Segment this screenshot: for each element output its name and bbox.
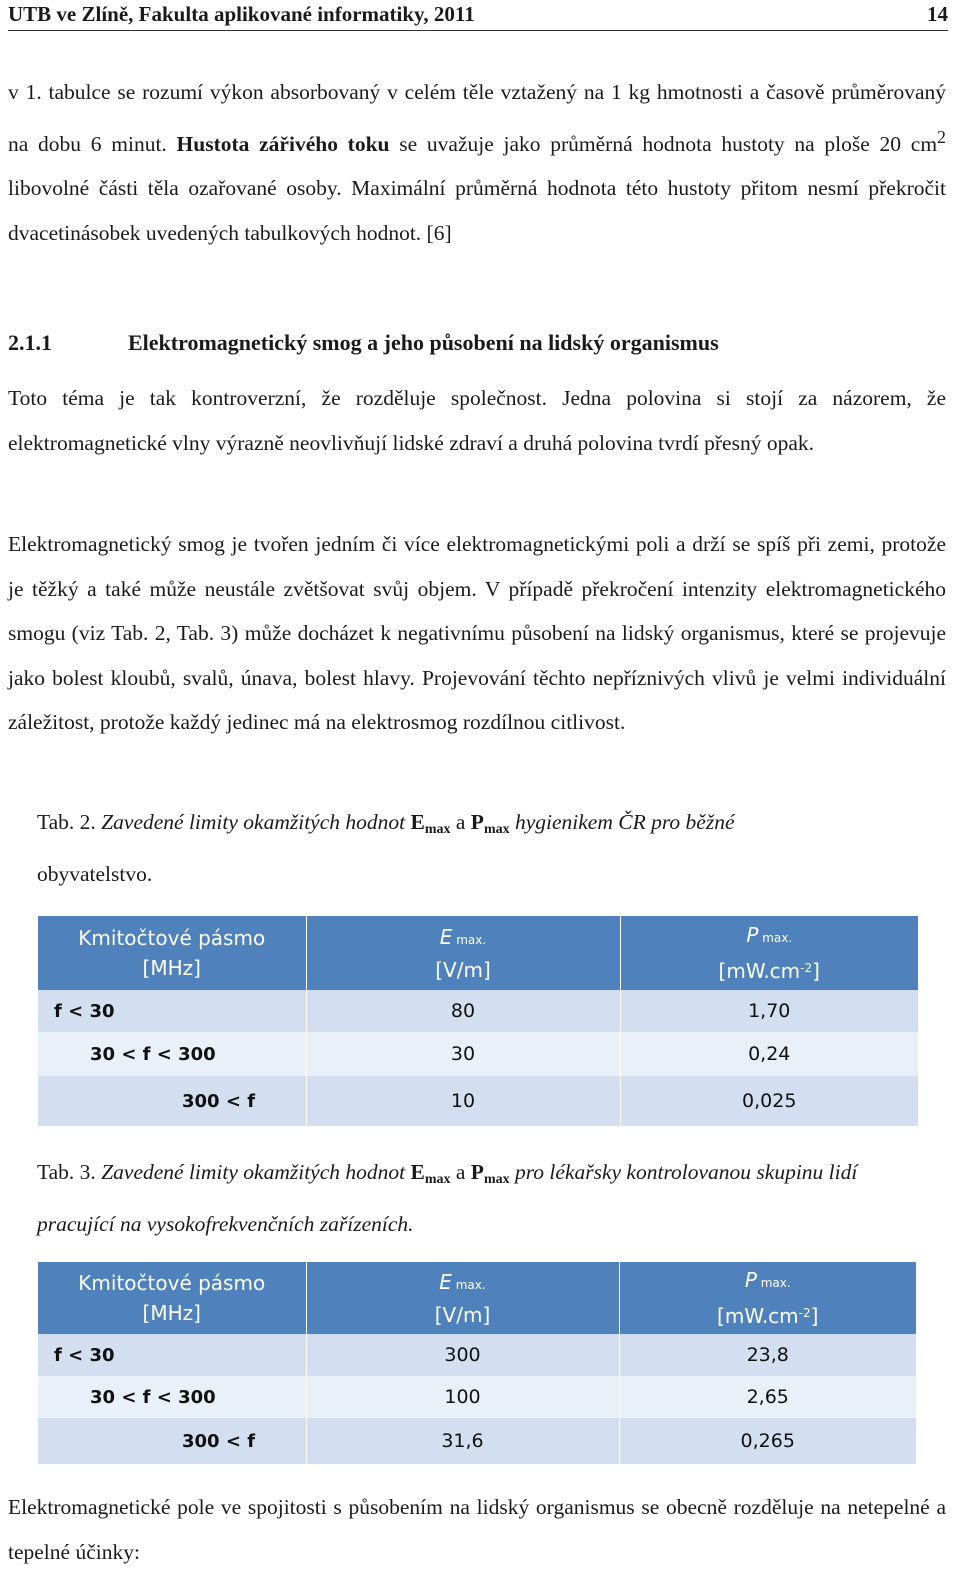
frequency-cell: 30 < f < 300 [38,1376,306,1418]
table2-caption [37,800,917,896]
caption-sub: max [483,822,510,837]
section-number: 2.1.1 [8,330,52,355]
frequency-cell: 300 < f [38,1418,306,1464]
header-pmax: P max. $[mW.cm^{-2}]$ [620,916,918,990]
caption-symbol-e: E [410,1160,425,1184]
caption-sub: max [424,1172,451,1187]
emax-cell: 30 [306,1032,620,1076]
header-frequency: Kmitočtové pásmo [MHz] [38,1262,306,1334]
table2 [38,916,918,1126]
header-title: UTB ve Zlíně, Fakulta aplikované informatiky, 2011 [8,2,475,26]
table-header-row [38,1262,916,1334]
caption-text: pro lékařsky kontrolovanou skupinu lidí pracující na vysokofrekvenčních zařízeních. [37,1160,858,1236]
frequency-cell: f < 30 [38,990,306,1032]
caption-text: a [450,810,471,834]
pmax-cell: 0,025 [620,1076,918,1126]
caption-label: Tab. 2. [37,810,102,834]
caption-symbol-e: E [410,810,425,834]
page-header [8,0,948,31]
page-number: 14 [927,2,948,26]
section-heading [8,325,946,361]
frequency-cell: f < 30 [38,1334,306,1376]
frequency-cell: 30 < f < 300 [38,1032,306,1076]
caption-sub: max [483,1172,510,1187]
header-emax: E max. [V/m] [306,1262,619,1334]
header-frequency: Kmitočtové pásmo [MHz] [38,916,306,990]
pmax-cell: 23,8 [619,1334,916,1376]
caption-label: Tab. 3. [37,1160,102,1184]
emax-cell: 100 [306,1376,619,1418]
table3-caption [37,1150,917,1246]
table-row [38,1076,918,1126]
header-emax: E max. [V/m] [306,916,620,990]
superscript: 2 [937,126,946,147]
paragraph-smog: Elektromagnetický smog je tvořen jedním či více elektromagnetickými poli a drží se spíš při zemi, protože je těžký a také může neustále zvětšovat svůj objem. V případě překročení intenzity elektromagnetického smogu (viz Tab. 2, Tab. 3) může docházet k negativnímu působení na lidský organismus, které se projevuje jako bolest kloubů, svalů, únava, bolest hlavy. Projevování těchto nepříznivých vlivů je velmi individuální záležitost, protože každý jedinec má na elektrosmog rozdílnou citlivost. [8,532,946,734]
caption-symbol-p: P [470,810,484,834]
emax-cell: 300 [306,1334,619,1376]
caption-text: hygienikem ČR pro běžné [509,810,735,834]
caption-text: obyvatelstvo. [37,862,153,886]
pmax-cell: 0,24 [620,1032,918,1076]
emax-cell: 80 [306,990,620,1032]
paragraph-effects: Elektromagnetické pole ve spojitosti s působením na lidský organismus se obecně rozděluje na netepelné a tepelné účinky: [8,1495,946,1564]
table3 [38,1262,916,1464]
pmax-cell: 1,70 [620,990,918,1032]
table-row [38,1032,918,1076]
caption-sub: max [424,822,451,837]
pmax-cell: 0,265 [619,1418,916,1464]
paragraph-text: v 1. tabulce se rozumí výkon absorbovaný v celém těle vztažený na 1 kg hmotnosti a časově průměrovaný na dobu 6 minut. [8,80,946,156]
emax-cell: 10 [306,1076,620,1126]
paragraph-controversy: Toto téma je tak kontroverzní, že rozděluje společnost. Jedna polovina si stojí za názorem, že elektromagnetické vlny výrazně neovlivňují lidské zdraví a druhá polovina tvrdí přesný opak. [8,386,946,455]
pmax-cell: 2,65 [619,1376,916,1418]
table-row [38,990,918,1032]
table-row [38,1334,916,1376]
emax-cell: 31,6 [306,1418,619,1464]
caption-text: Zavedené limity okamžitých hodnot [101,1160,411,1184]
caption-symbol-p: P [470,1160,484,1184]
paragraph-text: se uvažuje jako průměrná hodnota hustoty na ploše 20 cm [389,131,938,156]
frequency-cell: 300 < f [38,1076,306,1126]
table-row [38,1376,916,1418]
paragraph-text: libovolné části těla ozařované osoby. Maximální průměrná hodnota této hustoty přitom nesmí překročit dvacetinásobek uvedených tabulkových hodnot. [6] [8,176,946,245]
section-title: Elektromagnetický smog a jeho působení na lidský organismus [128,330,719,355]
bold-term: Hustota zářivého toku [176,131,390,156]
paragraph-radiation-density [8,70,946,255]
caption-text: a [450,1160,471,1184]
table-row [38,1418,916,1464]
caption-text: Zavedené limity okamžitých hodnot [101,810,411,834]
header-pmax: P max. $[mW.cm^{-2}]$ [619,1262,916,1334]
table-header-row [38,916,918,990]
